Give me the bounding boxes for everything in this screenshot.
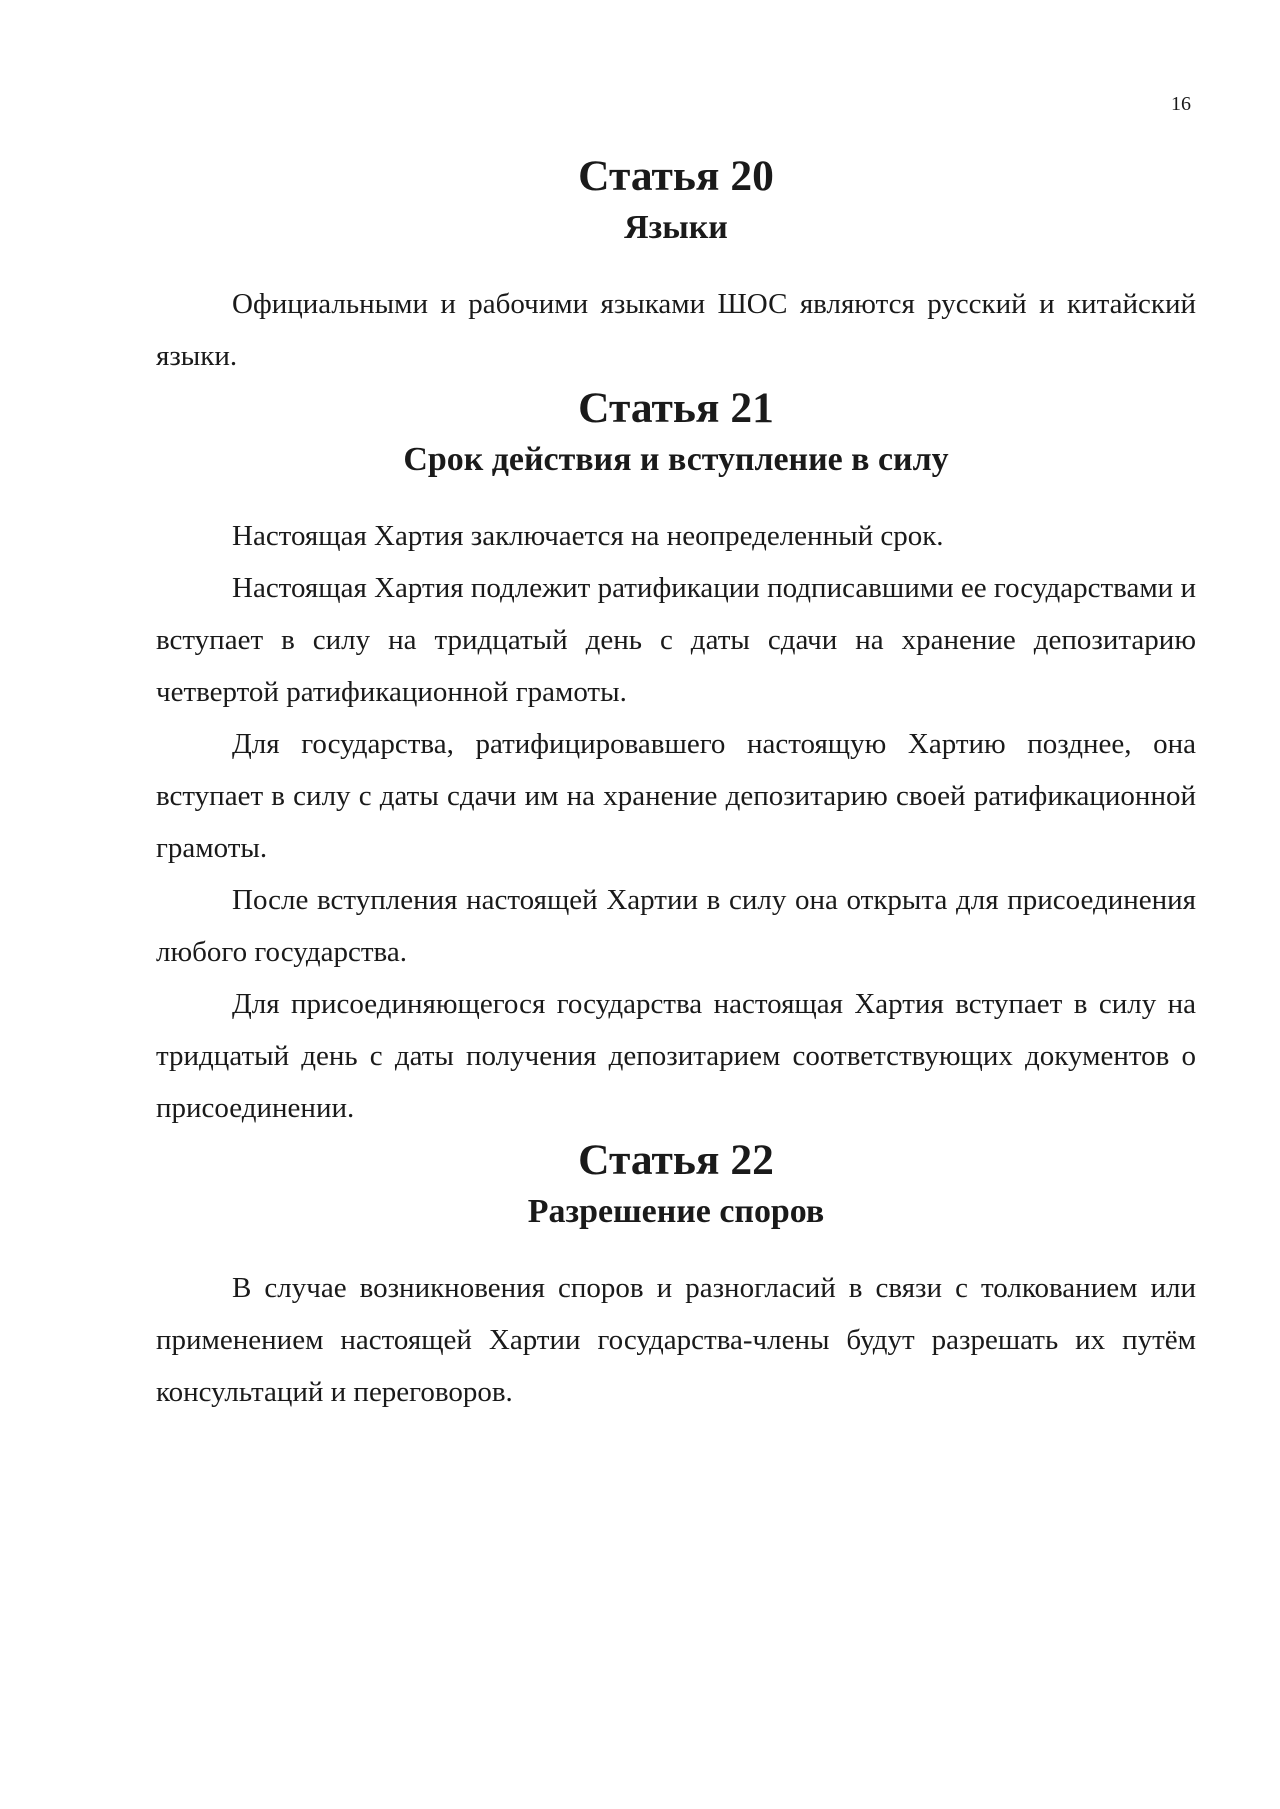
page-number: 16 [1171,93,1191,115]
article-number: Статья 22 [578,1136,774,1184]
paragraph: Настоящая Хартия подлежит ратификации подписавшими ее государствами и вступает в силу на тридцатый день с даты сдачи на хранение депозитарию четвертой ратификационной грамоты. [156,572,1196,708]
paragraph: Для государства, ратифицировавшего настоящую Хартию позднее, она вступает в силу с даты сдачи им на хранение депозитарию своей ратификационной грамоты. [156,728,1196,864]
article-title: Разрешение споров [527,1193,825,1230]
paragraph: Официальными и рабочими языками ШОС являются русский и китайский языки. [156,288,1196,372]
article-title: Срок действия и вступление в силу [403,441,949,478]
document-body [156,150,1196,1418]
article-title: Языки [624,209,728,246]
article-number: Статья 21 [578,384,774,432]
article-20 [156,150,1196,382]
paragraph: После вступления настоящей Хартии в силу она открыта для присоединения любого государства. [156,884,1196,968]
article-21 [156,382,1196,1134]
article-number: Статья 20 [578,152,774,200]
article-22 [156,1134,1196,1418]
paragraph: Настоящая Хартия заключается на неопределенный срок. [232,520,944,552]
paragraph: В случае возникновения споров и разногласий в связи с толкованием или применением настоящей Хартии государства-члены будут разрешать их путём консультаций и переговоров. [156,1272,1196,1408]
paragraph: Для присоединяющегося государства настоящая Хартия вступает в силу на тридцатый день с даты получения депозитарием соответствующих документов о присоединении. [156,988,1196,1124]
